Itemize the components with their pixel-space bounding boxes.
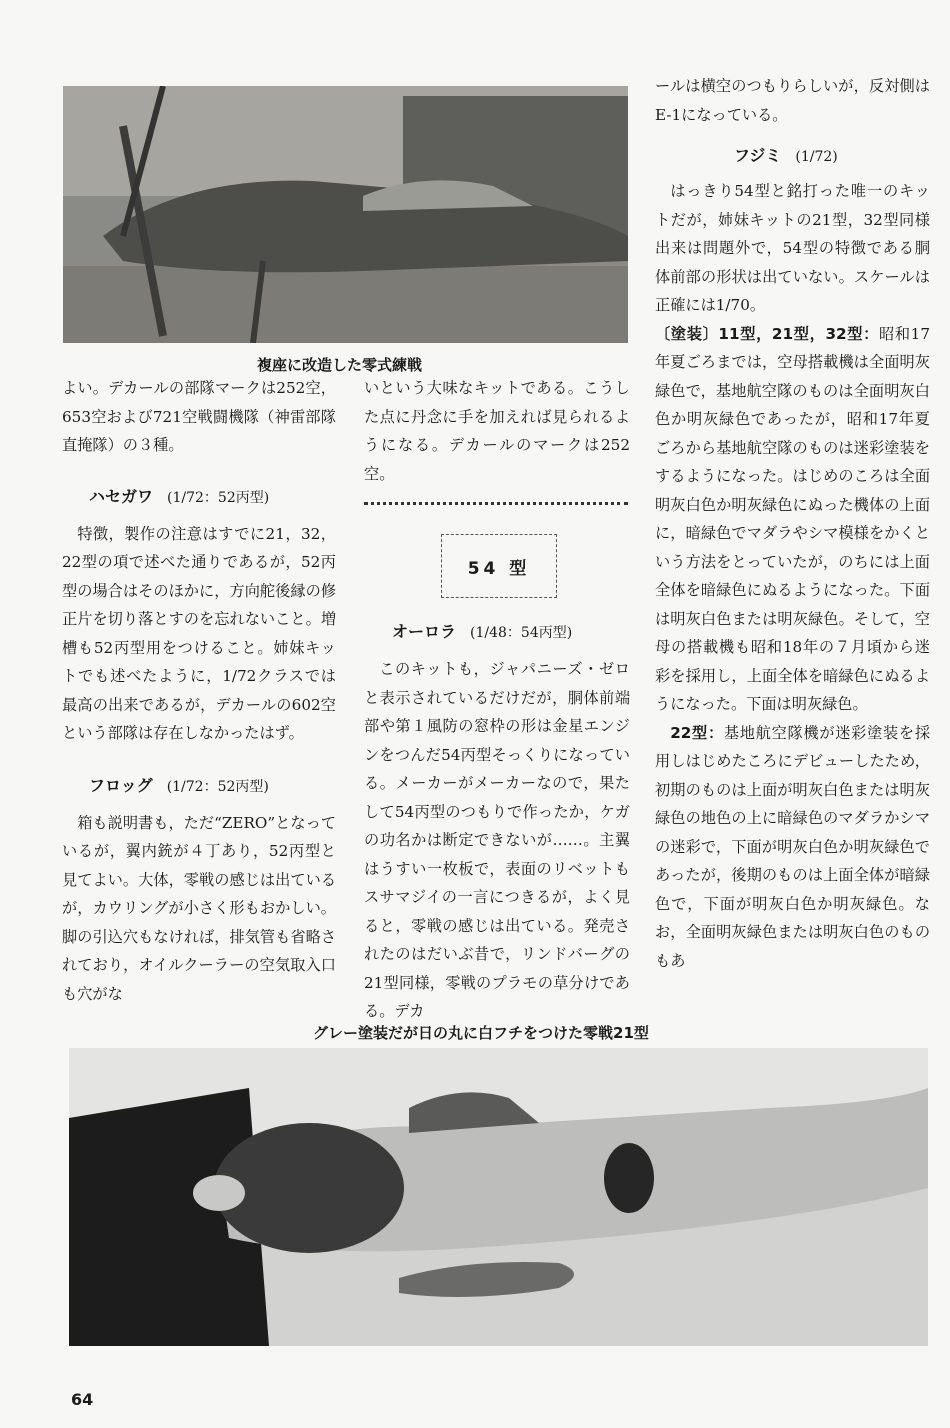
column-1 (62, 374, 336, 1008)
fujimi-spec: (1/72) (795, 149, 838, 165)
col2-intro: いという大味なキットである。こうした点に丹念に手を加えれば見られるようになる。デカールのマークは252空。 (364, 379, 630, 483)
frog-heading (89, 772, 336, 801)
fujimi-heading (734, 142, 930, 171)
paint-body-22: 基地航空隊機が迷彩塗装を採用しはじめたころにデビューしたため，初期のものは上面が明灰白色または明灰緑色の地色の上に暗緑色のマダラかシマの迷彩で，下面が明灰白色か明灰緑色であったが，後期のものは上面全体が暗緑色で，下面が明灰白色か明灰緑色。なお，全面明灰緑色または明灰白色のものもあ (655, 723, 931, 970)
hasegawa-body: 特徴，製作の注意はすでに21，32，22型の項で述べた通りであるが，52丙型の場合はそのほかに，方向舵後縁の修正片を切り落とすのを忘れないこと。増槽も52丙型用をつけること。姉妹キットでも述べたように，1/72クラスでは最高の出来であるが，デカールの602空という部隊は存在しなかったはず。 (62, 524, 336, 742)
col1-intro: よい。デカールの部隊マークは252空，653空および721空戦闘機隊（神雷部隊直掩隊）の３種。 (62, 379, 336, 454)
column-2 (364, 374, 630, 488)
paint-section (655, 320, 930, 719)
paint-body: 昭和17年夏ごろまでは，空母搭載機は全面明灰緑色で，基地航空隊のものは全面明灰白色か明灰緑色であったが，昭和17年夏ごろから基地航空隊のものは迷彩塗装をするようになった。はじめのころは全面明灰白色か明灰緑色にぬった機体の上面に，暗緑色でマダラやシマ模様をかくという方法をとっていたが，のちには上面全体を暗緑色にぬるようになった。下面は明灰白色または明灰緑色。そして，空母の搭載機も昭和18年の７月頃から迷彩を採用し，上面全体を暗緑色にぬるようになった。下面は明灰緑色。 (655, 324, 931, 713)
page-number: 64 (71, 1390, 94, 1409)
bottom-photo-caption: グレー塗装だが日の丸に白フチをつけた零戦21型 (313, 1024, 649, 1042)
aurora-heading (392, 618, 630, 647)
bottom-photo (69, 1048, 928, 1346)
fujimi-title: フジミ (734, 146, 782, 165)
section-label-54: 54 型 (441, 534, 557, 598)
frog-body: 箱も説明書も，ただ“ZERO”となっているが，翼内銃が４丁あり，52丙型と見てよい。大体，零戦の感じは出ているが，カウリングが小さく形もおかしい。脚の引込穴もなければ，排気管も省略されており，オイルクーラーの空気取入口も穴がな (62, 813, 336, 1003)
trainer-plane-image (63, 86, 628, 343)
col3-intro: ールは横空のつもりらしいが，反対側はE-1になっている。 (655, 77, 930, 124)
aurora-title: オーロラ (392, 622, 457, 641)
hasegawa-heading (89, 483, 336, 512)
column-2-lower (364, 618, 630, 1026)
section-divider (364, 502, 628, 505)
top-photo-caption: 複座に改造した零式練戦 (257, 356, 423, 374)
zero-fighter-image (69, 1048, 928, 1346)
column-3 (655, 72, 930, 975)
frog-title: フロッグ (89, 775, 153, 795)
hasegawa-title: ハセガワ (89, 486, 154, 506)
paint-section-22 (655, 719, 930, 976)
paint-label: 〔塗装〕 (655, 324, 719, 343)
frog-spec: (1/72：52丙型) (166, 778, 269, 795)
aurora-spec: (1/48：54丙型) (470, 625, 573, 641)
hasegawa-spec: (1/72：52丙型) (167, 489, 270, 506)
paint-lead: 11型，21型，32型： (718, 324, 879, 343)
paint-lead-22: 22型： (670, 723, 724, 742)
top-photo (63, 86, 628, 343)
aurora-body: このキットも，ジャパニーズ・ゼロと表示されているだけだが，胴体前端部や第１風防の窓枠の形は金星エンジンをつんだ54丙型そっくりになっている。メーカーがメーカーなので，果たして54丙型のつもりで作ったか，ケガの功名かは断定できないが……。主翼はうすい一枚板で，表面のリベットもスサマジイの一言につきるが，よく見ると，零戦の感じは出ている。発売されたのはだいぶ昔で，リンドバーグの21型同様，零戦のプラモの草分けである。デカ (364, 660, 630, 1020)
fujimi-body: はっきり54型と銘打った唯一のキットだが，姉妹キットの21型，32型同様出来は問題外で，54型の特徴である胴体前部の形状は出ていない。スケールは正確には1/70。 (655, 182, 930, 314)
